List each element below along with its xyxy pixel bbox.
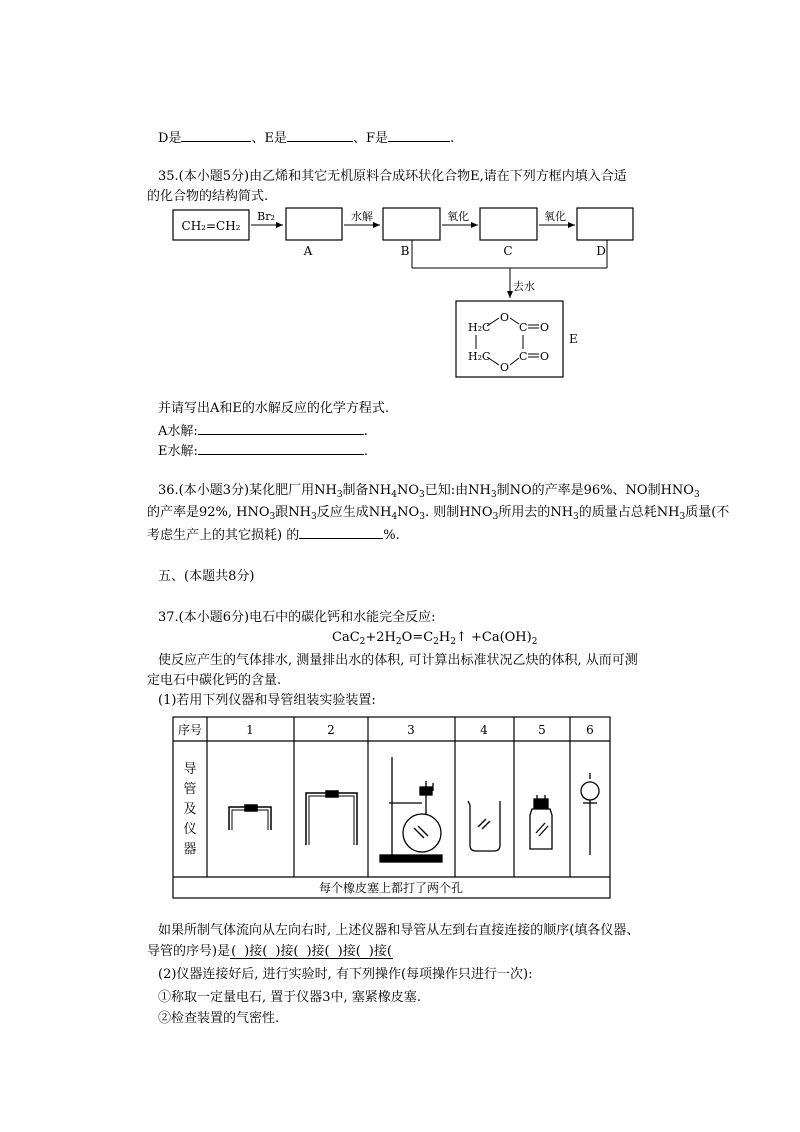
q36-t5: 制NO的产率是96%、NO制HNO: [496, 483, 694, 498]
col-5: 5: [538, 723, 546, 737]
q36-v3: 4: [391, 512, 398, 522]
row-label-4: 仪: [183, 822, 197, 837]
box-c[interactable]: [480, 208, 537, 240]
ethylene-formula: CH₂=CH₂: [181, 219, 241, 233]
row-label-1: 导: [183, 762, 197, 777]
q34-d-label: D是: [158, 131, 182, 146]
eq-s5: 2: [531, 637, 538, 647]
q36-s4: 3: [490, 490, 497, 500]
eq-s1: 2: [359, 637, 366, 647]
q36-s2: 4: [391, 490, 397, 500]
col-3: 3: [407, 723, 415, 737]
arrow-hydrolysis: 水解: [351, 210, 373, 223]
sequence-answer-blanks[interactable]: [230, 945, 393, 959]
q36-s3: 3: [419, 490, 425, 500]
bottle-icon: [530, 795, 552, 849]
q36-w2: %.: [383, 528, 400, 543]
q36-v2: 3: [310, 512, 317, 522]
q36-v7: 3: [679, 512, 686, 522]
q36-line1: [158, 483, 700, 500]
q36-u6: 所用去的NH: [498, 505, 574, 520]
col-4: 4: [480, 723, 488, 737]
q36-v4: 3: [419, 512, 425, 522]
q37-line4: (1)若用下列仪器和导管组装实验装置:: [158, 693, 376, 708]
flask-stand-icon: [380, 757, 442, 862]
e-ring-h2c-top: H₂C: [468, 321, 491, 334]
q37-equation: [332, 630, 538, 647]
q34-f-label: 、F是: [352, 131, 388, 146]
seq-p2: )接(: [275, 944, 299, 959]
seq-p3: )接(: [306, 944, 330, 959]
a-hydrolysis-label: A水解:: [158, 424, 198, 439]
tube-1-icon: [229, 805, 271, 830]
q35-a-eq-line: [158, 423, 368, 438]
q37-line9: ②检查装置的气密性.: [158, 1011, 280, 1026]
eq-s4: 2: [450, 637, 456, 647]
arrow-oxidation-1: 氧化: [447, 210, 469, 223]
seq-prefix: 导管的序号)是: [147, 944, 231, 959]
answer-blank-e[interactable]: [287, 130, 353, 142]
e-ring-h2c-bot: H₂C: [468, 350, 491, 363]
box-d[interactable]: [577, 208, 633, 240]
q36-t3: NO: [397, 483, 420, 498]
q37-line2: 使反应产生的气体排水, 测量排出水的体积, 可计算出标准状况乙炔的体积, 从而可测: [158, 653, 638, 668]
col-2: 2: [327, 723, 335, 737]
q37-line5: 如果所制气体流向从左向右时, 上述仪器和导管从左到右直接连接的顺序(填各仪器、: [158, 923, 640, 938]
e-hydrolysis-label: E水解:: [158, 444, 198, 459]
eq-p4: H: [438, 630, 451, 645]
q34-e-label: 、E是: [251, 131, 287, 146]
q37-line3: 定电石中碳化钙的含量.: [147, 673, 282, 688]
q36-u3: 反应生成NH: [316, 505, 392, 520]
q34-end: .: [449, 131, 455, 146]
q36-line3: [147, 527, 400, 542]
beaker-icon: [468, 801, 500, 851]
eq-s2: 2: [395, 637, 402, 647]
row-label-5: 器: [183, 842, 197, 857]
q36-u8: 质量(不: [685, 505, 730, 520]
e-period: .: [363, 444, 369, 459]
q35-line1: 35.(本小题5分)由乙烯和其它无机原料合成环状化合物E,请在下列方框内填入合适: [158, 169, 627, 184]
seq-p5: )接(: [368, 944, 392, 959]
eq-p3: O=C: [401, 630, 434, 645]
q36-t2: 制备NH: [342, 483, 392, 498]
q36-v1: 3: [269, 512, 276, 522]
answer-blank-f[interactable]: [388, 130, 450, 142]
e-ring-c-bot: C: [519, 350, 528, 363]
compound-e-box: [456, 301, 563, 377]
e-ring-o-top: O: [500, 311, 510, 324]
e-ring-o-bot: O: [500, 361, 510, 374]
row-label-3: 及: [183, 802, 197, 817]
arrow-dehydration: 去水: [513, 280, 535, 293]
seq-p4: )接(: [337, 944, 361, 959]
e-ring-oeq-bot: O: [540, 350, 550, 363]
eq-p5: ↑ +Ca(OH): [455, 630, 532, 645]
seq-p1: )接(: [244, 944, 268, 959]
col-1: 1: [246, 723, 254, 737]
table-header-label: 序号: [177, 723, 203, 737]
q37-sequence-line: [147, 945, 393, 959]
q36-s5: 3: [693, 490, 700, 500]
e-ring-c-top: C: [519, 321, 528, 334]
q36-u5: . 则制HNO: [424, 505, 493, 520]
q36-u4: NO: [397, 505, 420, 520]
box-a[interactable]: [286, 208, 342, 240]
eq-p1: CaC: [332, 630, 360, 645]
arrow-reagent-br2: Br₂: [257, 210, 275, 223]
synthesis-diagram: [0, 195, 800, 595]
arrow-oxidation-2: 氧化: [544, 210, 566, 223]
e-hydrolysis-blank[interactable]: [198, 443, 364, 455]
q36-v5: 3: [492, 512, 499, 522]
q36-answer-blank[interactable]: [299, 527, 383, 539]
q36-v6: 3: [573, 512, 579, 522]
q37-line1: 37.(本小题6分)电石中的碳化钙和水能完全反应:: [158, 610, 436, 625]
e-ring-oeq-top: O: [540, 321, 550, 334]
a-hydrolysis-blank[interactable]: [198, 423, 364, 435]
col-6: 6: [586, 723, 594, 737]
a-period: .: [363, 424, 368, 439]
section-5-heading: 五、(本题共8分): [158, 569, 255, 584]
box-b[interactable]: [383, 208, 440, 240]
label-a: A: [303, 244, 313, 258]
table-footer-note: 每个橡皮塞上都打了两个孔: [318, 881, 464, 895]
q34-tail-line: [158, 130, 454, 145]
q35-e-eq-line: [158, 443, 368, 458]
eq-p2: +2H: [365, 630, 396, 645]
compound-e-label: E: [569, 332, 578, 346]
q36-t4: 已知:由NH: [424, 483, 491, 498]
q37-line7: (2)仪器连接好后, 进行实验时, 有下列操作(每项操作只进行一次):: [158, 967, 533, 982]
funnel-icon: [581, 773, 599, 855]
q36-line2: [147, 505, 730, 522]
seq-p0: (: [231, 944, 237, 959]
q36-u2: 跟NH: [275, 505, 311, 520]
apparatus-table: [0, 715, 800, 915]
q36-u1: 的产率是92%, HNO: [147, 505, 270, 520]
label-c: C: [503, 244, 513, 258]
eq-s3: 2: [433, 637, 439, 647]
q36-w1: 考虑生产上的其它损耗) 的: [147, 528, 300, 543]
q36-t1: 36.(本小题3分)某化肥厂用NH: [158, 483, 337, 498]
q36-s1: 3: [336, 490, 343, 500]
q37-line8: ①称取一定量电石, 置于仪器3中, 塞紧橡皮塞.: [158, 990, 421, 1005]
row-label-2: 管: [183, 782, 197, 797]
q35-line2: 的化合物的结构简式.: [147, 189, 269, 204]
answer-blank-d[interactable]: [181, 130, 251, 142]
q36-u7: 的质量占总耗NH: [578, 505, 680, 520]
label-b: B: [400, 244, 410, 258]
q35-line3: 并请写出A和E的水解反应的化学方程式.: [158, 401, 390, 416]
label-d: D: [596, 244, 606, 258]
tube-2-icon: [306, 791, 357, 845]
